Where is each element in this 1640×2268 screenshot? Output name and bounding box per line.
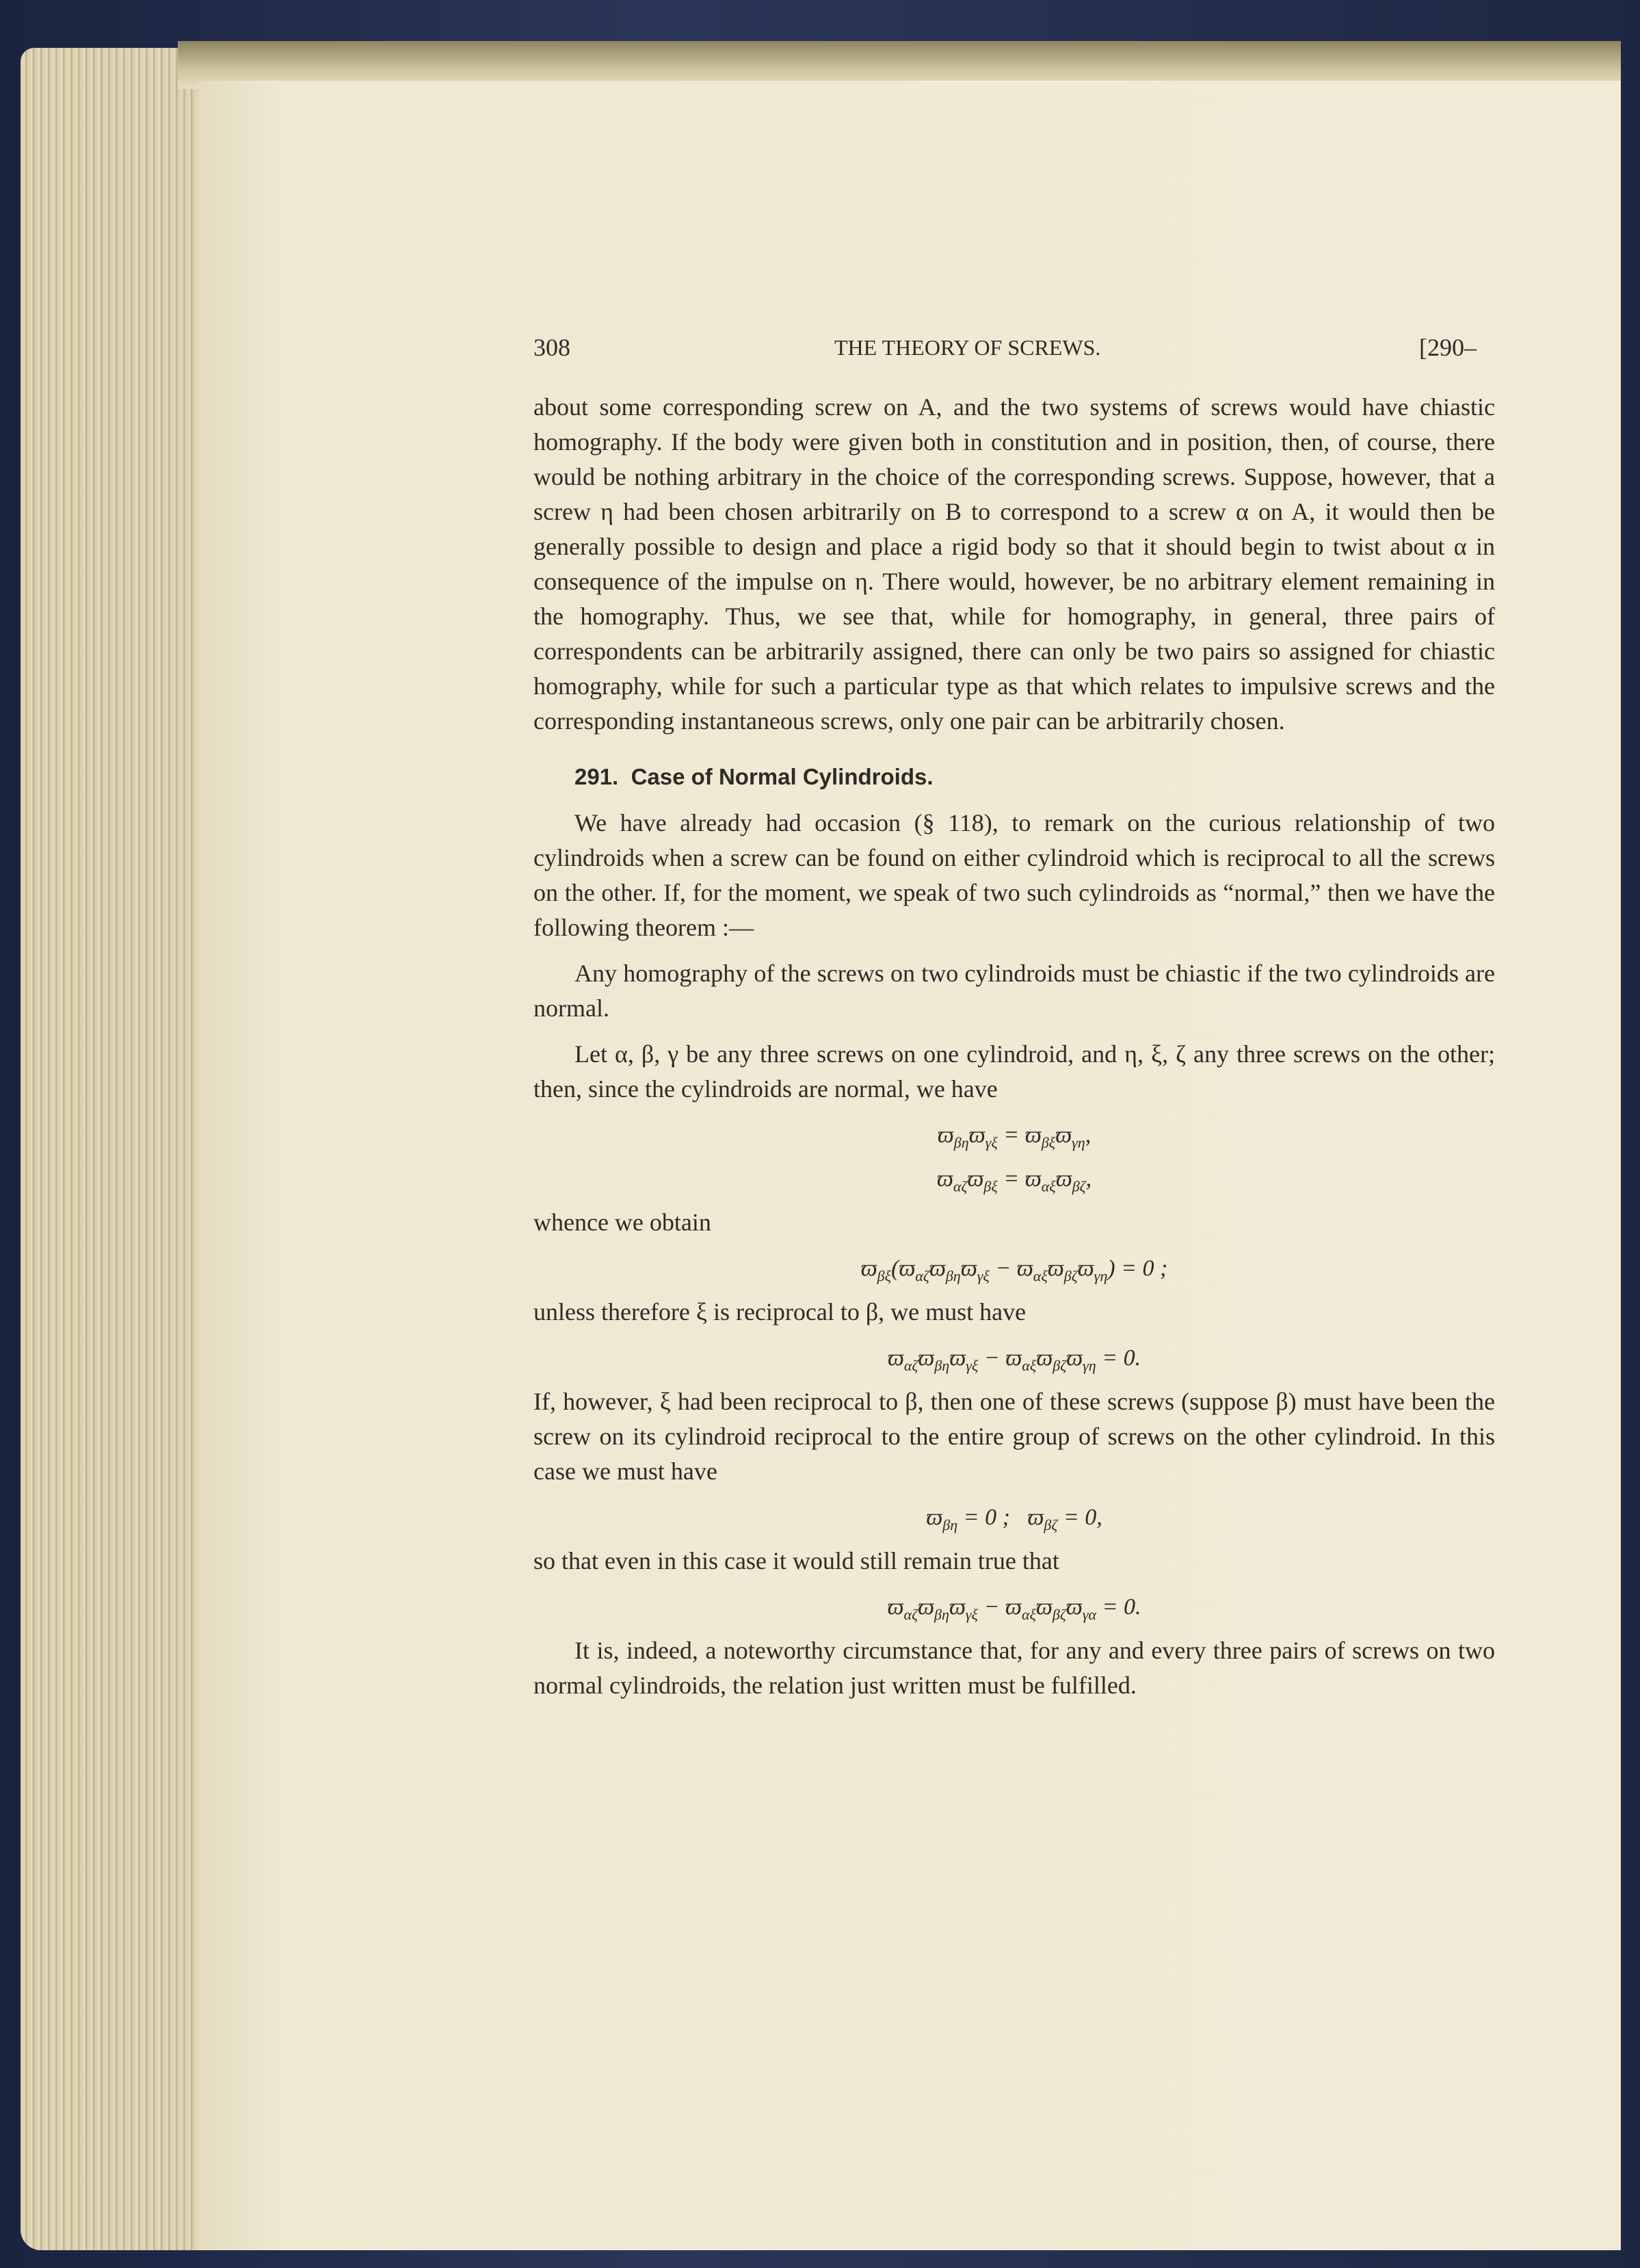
equation-2: $ϖ_{\alpha\zeta}ϖ_{\beta\xi} = ϖ_{\alpha\xi}ϖ_{\beta\zeta}$,: [936, 1166, 1092, 1195]
subscript: αζ: [953, 1177, 968, 1195]
paragraph-6: unless therefore ξ is reciprocal to β, we must have: [533, 1298, 1027, 1326]
equation-1: $ϖ_{\beta\eta}ϖ_{\gamma\xi} = ϖ_{\beta\xi}ϖ_{\gamma\eta}$,: [937, 1122, 1092, 1151]
subscript: γξ: [965, 1605, 978, 1623]
page-number: 308: [533, 334, 570, 361]
subscript: αξ: [1033, 1267, 1048, 1284]
paragraph-4: Let α, β, γ be any three screws on one cylindroid, and η, ξ, ζ any three screws on the other; then, since the cylindroids are normal, we have: [533, 1040, 1495, 1103]
subscript: βη: [953, 1133, 969, 1151]
subscript: βζ: [1063, 1267, 1078, 1284]
subscript: βξ: [983, 1177, 998, 1195]
subscript: γξ: [977, 1267, 990, 1284]
subscript: αζ: [903, 1356, 918, 1374]
running-title: THE THEORY OF SCREWS.: [834, 335, 1101, 360]
paragraph-2: We have already had occasion (§ 118), to remark on the curious relationship of two cylindroids when a screw can be found on either cylindroid which is reciprocal to all the screws on the other. If, for the moment, we speak of two such cylindroids as “normal,” then we have the following theorem :—: [533, 809, 1495, 941]
section-marker: [290–: [1419, 334, 1477, 361]
subscript: βη: [934, 1356, 950, 1374]
subscript: γα: [1082, 1605, 1097, 1623]
subscript: βζ: [1072, 1177, 1086, 1195]
subscript: βη: [945, 1267, 961, 1284]
subscript: βη: [942, 1516, 958, 1533]
subscript: βζ: [1053, 1356, 1067, 1374]
subscript: βη: [934, 1605, 949, 1623]
subscript: γξ: [966, 1356, 979, 1374]
subscript: αζ: [903, 1605, 918, 1623]
paragraph-9: It is, indeed, a noteworthy circumstance that, for any and every three pairs of screws on two normal cylindroids, the relation just written must be fulfilled.: [533, 1637, 1495, 1699]
subscript: γξ: [985, 1133, 998, 1151]
subscript: αξ: [1041, 1177, 1056, 1195]
section-heading: [574, 759, 1495, 795]
equation-4: $ϖ_{\alpha\zeta}ϖ_{\beta\eta}ϖ_{\gamma\xi} - ϖ_{\alpha\xi}ϖ_{\beta\zeta}ϖ_{\gamma\eta} = 0$.: [887, 1345, 1141, 1374]
theorem-paragraph: Any homography of the screws on two cylindroids must be chiastic if the two cylindroids are normal.: [533, 960, 1495, 1022]
subscript: αξ: [1022, 1356, 1037, 1374]
equation-6: $ϖ_{\alpha\zeta}ϖ_{\beta\eta}ϖ_{\gamma\xi} - ϖ_{\alpha\xi}ϖ_{\beta\zeta}ϖ_{\gamma\alpha} = 0$.: [887, 1594, 1141, 1623]
subscript: βξ: [1041, 1133, 1056, 1151]
subscript: αζ: [915, 1267, 929, 1284]
subscript: βζ: [1044, 1516, 1058, 1533]
paragraph-5: whence we obtain: [533, 1209, 711, 1236]
subscript: γη: [1083, 1356, 1096, 1374]
subscript: αξ: [1021, 1605, 1036, 1623]
section-title: Case of Normal Cylindroids.: [631, 764, 934, 789]
equation-3: $ϖ_{\beta\xi}(ϖ_{\alpha\zeta}ϖ_{\beta\eta}ϖ_{\gamma\xi} - ϖ_{\alpha\xi}ϖ_{\beta\zeta}ϖ_{\gamma\eta}) = 0$ ;: [860, 1256, 1168, 1284]
section-number: 291.: [574, 764, 619, 789]
equation-5: $ϖ_{\beta\eta} = 0$ ; $ϖ_{\beta\zeta} = 0$,: [926, 1505, 1102, 1533]
paragraph-7: If, however, ξ had been reciprocal to β, then one of these screws (suppose β) must have been the screw on its cylindroid reciprocal to the entire group of screws on the other cylindroid. In this case we must have: [533, 1388, 1495, 1485]
subscript: βζ: [1052, 1605, 1066, 1623]
page-edges: [21, 48, 205, 2250]
paragraph-8: so that even in this case it would still remain true that: [533, 1547, 1059, 1574]
paragraph-1: about some corresponding screw on A, and the two systems of screws would have chiastic homography. If the body were given both in constitution and in position, then, of course, there would be nothing arbitrary in the choice of the corresponding screws. Suppose, however, that a screw η had been chosen arbitrarily on B to correspond to a screw α on A, it would then be generally possible to design and place a rigid body so that it should begin to twist about α in consequence of the impulse on η. There would, however, be no arbitrary element remaining in the homography. Thus, we see that, while for homography, in general, three pairs of correspondents can be arbitrarily assigned, there can only be two pairs so assigned for chiastic homography, while for such a particular type as that which relates to impulsive screws and the corresponding instantaneous screws, only one pair can be arbitrarily chosen.: [533, 393, 1495, 735]
subscript: γη: [1072, 1133, 1085, 1151]
page-body: [533, 390, 1495, 1714]
subscript: βξ: [877, 1267, 892, 1284]
subscript: γη: [1094, 1267, 1108, 1284]
